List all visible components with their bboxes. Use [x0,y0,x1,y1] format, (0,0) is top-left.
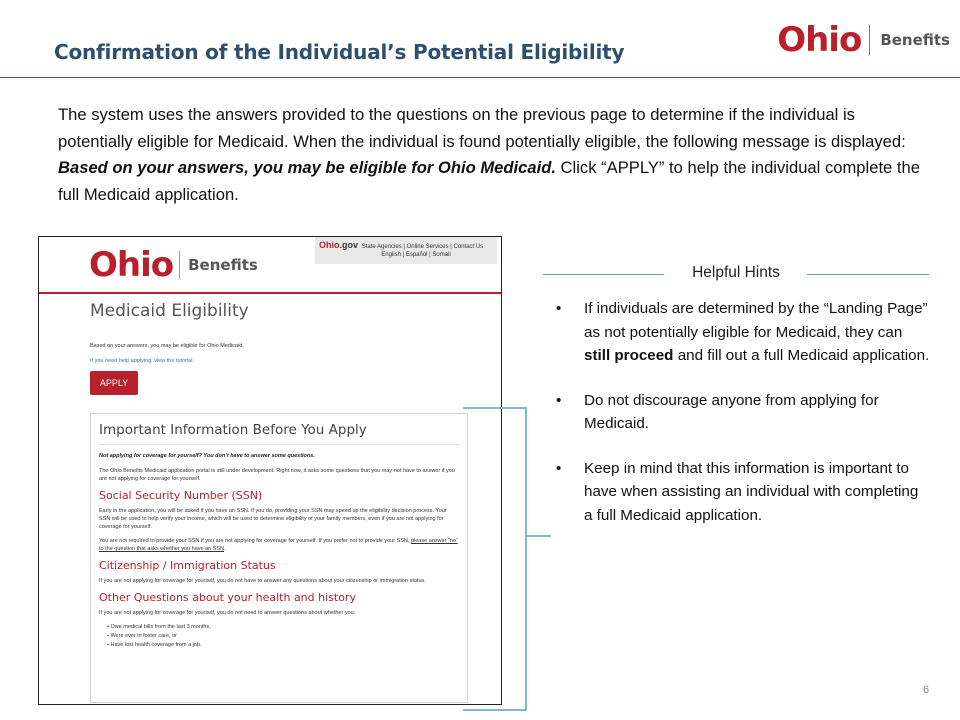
eligibility-result-message: Based on your answers, you may be eligible for Ohio Medicaid. [90,343,244,349]
embedded-logo-divider [179,251,180,279]
bullet-icon: • [556,459,562,477]
other-questions-heading: Other Questions about your health and history [99,591,356,604]
embedded-logo-ohio: Ohio [89,245,174,285]
ohio-gov-red: Ohio [319,240,340,250]
hint-1-bold: still proceed [584,347,674,364]
logo-benefits-text: Benefits [880,31,950,49]
tutorial-link[interactable]: If you need help applying, view the tutorial. [90,358,194,364]
list-item: • Have lost health coverage from a job. [107,641,459,650]
ssn-answer-no-link[interactable]: please answer “no” to the question that asks whether you have an SSN [99,538,458,552]
other-questions-paragraph: If you are not applying for coverage for yourself, you do not need to answer questions about whether you: [99,610,356,616]
not-applying-note: Not applying for coverage for yourself? You don’t have to answer some questions. [99,453,315,459]
apply-button[interactable]: APPLY [90,371,138,395]
list-item: • Were ever in foster care, or [107,632,459,641]
embedded-logo-benefits: Benefits [188,256,258,274]
slide-title: Confirmation of the Individual’s Potential Eligibility [54,40,625,64]
header-divider [0,77,960,78]
medicaid-eligibility-screenshot [38,236,502,705]
logo-ohio-text: Ohio [777,20,862,60]
topbar-links[interactable]: State Agencies | Online Services | Contact Us [361,244,484,250]
ssn-paragraph-2-text: You are not required to provide your SSN if you are not applying for coverage for yourself. If you prefer not to provide your SSN, [99,538,411,544]
other-questions-list [99,623,459,650]
info-box-title: Important Information Before You Apply [99,422,459,445]
ohio-benefits-logo [777,20,950,60]
topbar-languages[interactable]: English | Español | Somali [381,252,451,258]
bracket-bottom [463,709,527,711]
helpful-hints-title: Helpful Hints [692,264,780,281]
hint-3-text: Keep in mind that this information is important to have when assisting an individual with completing a full Medicaid application. [584,459,919,524]
bullet-icon: • [556,300,562,317]
embedded-page-title: Medicaid Eligibility [90,301,249,321]
portal-note: The Ohio Benefits Medicaid application portal is still under development. Right now, it asks some questions that you may not have to answer if you are not applying for coverage for yourself. [99,468,455,482]
ohio-gov-dark: .gov [339,240,359,250]
important-info-box [90,413,468,703]
bracket-pointer [527,535,551,537]
helpful-hints-header [543,264,929,286]
hint-item [556,457,930,528]
helpful-hints-list [556,297,930,548]
bracket-vertical [525,408,527,711]
hint-2-text: Do not discourage anyone from applying for Medicaid. [584,391,879,432]
bullet-icon: • [556,391,562,409]
hint-item [556,389,930,436]
citizenship-heading: Citizenship / Immigration Status [99,559,276,572]
ssn-paragraph-1: Early in the application, you will be asked if you have an SSN. If you do, providing your SSN may speed up the eligibility decision process. Your SSN will be used to help verify your income, which will be used to determine eligibility of your family members, even if you are not applying for coverage for yourself. [99,508,447,530]
hint-1-text-b: and fill out a full Medicaid application. [673,347,930,364]
ohio-gov-topbar [315,237,497,264]
page-number: 6 [923,684,930,696]
hint-1-text-a: If individuals are determined by the “Landing Page” as not potentially eligible for Medicaid, they can [584,300,928,341]
embedded-header [39,237,501,294]
list-item: • Owe medical bills from the last 3 months, [107,623,459,632]
ssn-heading: Social Security Number (SSN) [99,489,263,502]
ssn-paragraph-2-end: . [224,546,226,552]
intro-eligible-message: Based on your answers, you may be eligible for Ohio Medicaid. [58,158,556,177]
ohio-gov-logo[interactable] [319,240,358,250]
logo-divider [869,25,870,55]
intro-text-2: Click “APPLY” to help the individual complete the full Medicaid application. [58,158,920,204]
embedded-logo[interactable] [89,245,258,285]
citizenship-paragraph: If you are not applying for coverage for yourself, you do not have to answer any questions about your citizenship or immigration status. [99,578,426,584]
bracket-top [463,407,527,409]
intro-text-1: The system uses the answers provided to the questions on the previous page to determine if the individual is potentially eligible for Medicaid. When the individual is found potentially eligible, the following message is displayed: [58,105,906,151]
ssn-paragraph-2 [99,537,459,553]
hint-item [556,297,930,368]
intro-paragraph [58,102,928,208]
